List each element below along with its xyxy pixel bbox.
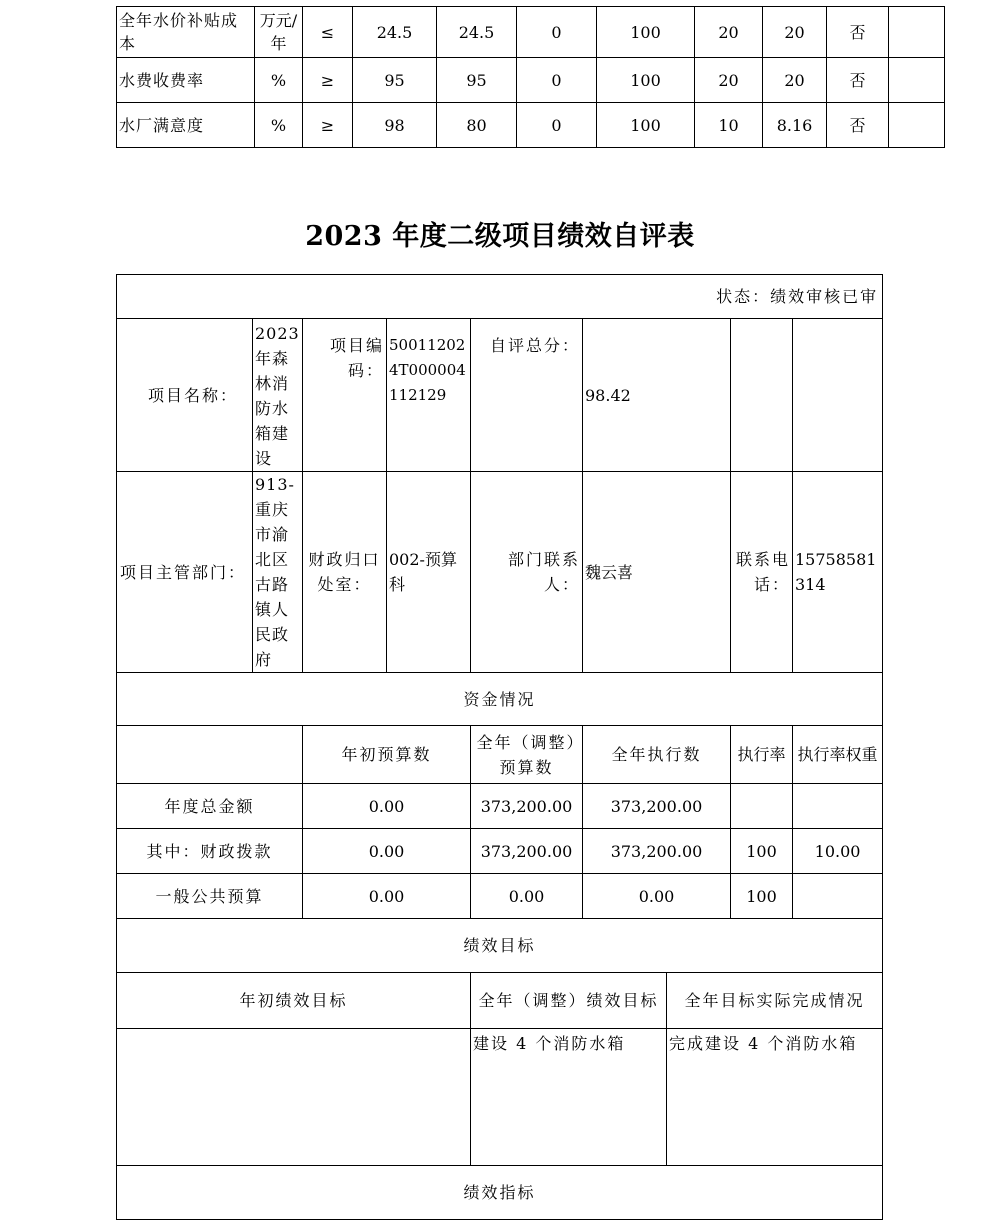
indicator-note: [889, 103, 945, 148]
indicator-name: 全年水价补贴成本: [117, 7, 255, 58]
dept-value: 913-重庆市渝北区古路镇人民政府: [253, 472, 303, 673]
table-row: [117, 7, 945, 58]
table-row: [117, 673, 883, 726]
indicator-flag: 否: [827, 103, 889, 148]
indicator-cell: 20: [763, 58, 827, 103]
indicator-name: 水厂满意度: [117, 103, 255, 148]
funds-section-label: 资金情况: [117, 673, 883, 726]
table-row: [117, 1166, 883, 1220]
goals-section-label: 绩效目标: [117, 919, 883, 973]
page-title: 2023 年度二级项目绩效自评表: [305, 221, 695, 252]
table-row: [117, 319, 883, 472]
project-name-label: 项目名称：: [117, 319, 253, 472]
table-row: [117, 874, 883, 919]
funds-weight: [793, 874, 883, 919]
project-code-value: 500112024T000004112129: [387, 319, 471, 472]
indicator-operator: ≥: [303, 58, 353, 103]
table-row: [117, 784, 883, 829]
indicator-cell: 8.16: [763, 103, 827, 148]
table-row: [117, 829, 883, 874]
funds-rate: 100: [731, 874, 793, 919]
funds-executed: 0.00: [583, 874, 731, 919]
goals-actual-content: 完成建设 4 个消防水箱: [667, 1029, 883, 1166]
funds-header-executed: 全年执行数: [583, 726, 731, 784]
funds-initial: 0.00: [303, 874, 471, 919]
funds-header-initial: 年初预算数: [303, 726, 471, 784]
table-row: [117, 58, 945, 103]
dept-label: 项目主管部门：: [117, 472, 253, 673]
table-row: [117, 726, 883, 784]
goals-header-actual: 全年目标实际完成情况: [667, 973, 883, 1029]
phone-label: 联系电话：: [731, 472, 793, 673]
funds-header-weight: 执行率权重: [793, 726, 883, 784]
empty-cell: [793, 319, 883, 472]
score-value: 98.42: [583, 319, 731, 472]
indicator-cell: 0: [517, 103, 597, 148]
project-name-value: 2023 年森林消防水箱建设: [253, 319, 303, 472]
indicator-actual: 80: [437, 103, 517, 148]
indicator-target: 24.5: [353, 7, 437, 58]
finance-label: 财政归口处室：: [303, 472, 387, 673]
indicator-cell: 100: [597, 103, 695, 148]
indicator-cell: 100: [597, 7, 695, 58]
funds-adjusted: 373,200.00: [471, 784, 583, 829]
indicator-cell: 0: [517, 58, 597, 103]
indicator-cell: 100: [597, 58, 695, 103]
score-label: 自评总分：: [471, 319, 583, 472]
funds-executed: 373,200.00: [583, 829, 731, 874]
funds-weight: 10.00: [793, 829, 883, 874]
indicator-continuation-table: [116, 6, 945, 148]
funds-row-label: 其中：财政拨款: [117, 829, 303, 874]
funds-rate: 100: [731, 829, 793, 874]
contact-value: 魏云喜: [583, 472, 731, 673]
indicator-note: [889, 7, 945, 58]
goals-adjusted-content: 建设 4 个消防水箱: [471, 1029, 667, 1166]
status-text: 状态：绩效审核已审: [117, 275, 883, 319]
funds-header-adjusted: 全年（调整）预算数: [471, 726, 583, 784]
funds-weight: [793, 784, 883, 829]
indicator-cell: 10: [695, 103, 763, 148]
funds-rate: [731, 784, 793, 829]
indicator-actual: 95: [437, 58, 517, 103]
indicator-operator: ≤: [303, 7, 353, 58]
indicator-cell: 0: [517, 7, 597, 58]
funds-header-rate: 执行率: [731, 726, 793, 784]
table-row: [117, 103, 945, 148]
indicator-cell: 20: [763, 7, 827, 58]
funds-row-label: 年度总金额: [117, 784, 303, 829]
funds-adjusted: 0.00: [471, 874, 583, 919]
finance-value: 002-预算科: [387, 472, 471, 673]
indicator-unit: 万元/年: [255, 7, 303, 58]
indicator-unit: %: [255, 58, 303, 103]
indicator-unit: %: [255, 103, 303, 148]
project-code-label: 项目编码：: [303, 319, 387, 472]
empty-cell: [731, 319, 793, 472]
indicator-operator: ≥: [303, 103, 353, 148]
indicator-cell: 20: [695, 7, 763, 58]
funds-initial: 0.00: [303, 829, 471, 874]
evaluation-table: [116, 274, 883, 1220]
indicator-target: 95: [353, 58, 437, 103]
table-row: [117, 472, 883, 673]
indicator-flag: 否: [827, 7, 889, 58]
funds-row-label: 一般公共预算: [117, 874, 303, 919]
funds-adjusted: 373,200.00: [471, 829, 583, 874]
indicator-target: 98: [353, 103, 437, 148]
goals-header-initial: 年初绩效目标: [117, 973, 471, 1029]
goals-header-adjusted: 全年（调整）绩效目标: [471, 973, 667, 1029]
funds-initial: 0.00: [303, 784, 471, 829]
funds-executed: 373,200.00: [583, 784, 731, 829]
indicator-flag: 否: [827, 58, 889, 103]
phone-value: 15758581314: [793, 472, 883, 673]
indicator-note: [889, 58, 945, 103]
indicators-section-label: 绩效指标: [117, 1166, 883, 1220]
table-row: [117, 919, 883, 973]
indicator-actual: 24.5: [437, 7, 517, 58]
table-row: [117, 1029, 883, 1166]
table-row: [117, 973, 883, 1029]
indicator-cell: 20: [695, 58, 763, 103]
funds-header-blank: [117, 726, 303, 784]
goals-initial-content: [117, 1029, 471, 1166]
indicator-name: 水费收费率: [117, 58, 255, 103]
contact-label: 部门联系人：: [471, 472, 583, 673]
table-row: [117, 275, 883, 319]
